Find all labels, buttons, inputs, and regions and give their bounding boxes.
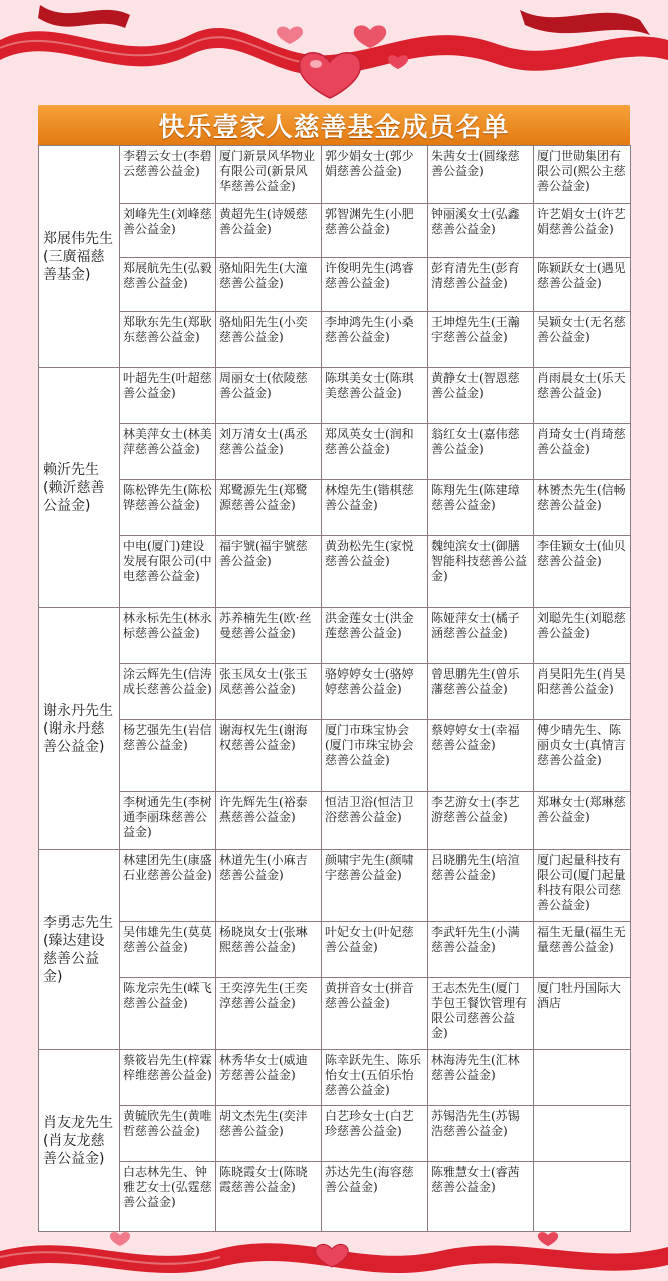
member-cell: 黄静女士(智恩慈善公益金) — [428, 368, 534, 424]
member-cell: 陈龙宗先生(嵘飞慈善公益金) — [120, 978, 216, 1050]
member-cell: 厦门牡丹国际大酒店 — [534, 978, 631, 1050]
member-cell: 陈翔先生(陈建璋慈善公益金) — [428, 480, 534, 536]
table-row — [39, 368, 631, 424]
table-row — [39, 146, 631, 204]
member-cell: 林赟杰先生(信畅慈善公益金) — [534, 480, 631, 536]
member-cell: 洪金莲女士(洪金莲慈善公益金) — [322, 608, 428, 664]
member-cell: 吴颖女士(无名慈善公益金) — [534, 312, 631, 368]
member-cell: 刘万清女士(禹丞慈善公益金) — [216, 424, 322, 480]
member-cell: 翁红女士(嘉伟慈善公益金) — [428, 424, 534, 480]
member-cell: 李树通先生(李树通李丽珠慈善公益金) — [120, 792, 216, 850]
member-cell: 杨艺强先生(岩信慈善公益金) — [120, 720, 216, 792]
table-row — [39, 312, 631, 368]
member-cell: 林美萍女士(林美萍慈善公益金) — [120, 424, 216, 480]
member-cell: 许艺娟女士(许艺娟慈善公益金) — [534, 204, 631, 258]
member-cell: 王志杰先生(厦门芋包王餐饮管理有限公司慈善公益金) — [428, 978, 534, 1050]
member-cell: 陈娅萍女士(橘子涵慈善公益金) — [428, 608, 534, 664]
member-cell: 白艺珍女士(白艺珍慈善公益金) — [322, 1106, 428, 1162]
table-row — [39, 608, 631, 664]
member-cell — [534, 1106, 631, 1162]
page-title: 快乐壹家人慈善基金成员名单 — [158, 112, 510, 143]
member-cell: 蔡婷婷女士(幸福慈善公益金) — [428, 720, 534, 792]
table-row — [39, 204, 631, 258]
member-cell: 骆灿阳先生(小奕慈善公益金) — [216, 312, 322, 368]
member-cell: 郭少娟女士(郭少娟慈善公益金) — [322, 146, 428, 204]
member-cell: 郭智渊先生(小肥慈善公益金) — [322, 204, 428, 258]
member-cell: 林海涛先生(汇林慈善公益金) — [428, 1050, 534, 1106]
member-cell: 叶超先生(叶超慈善公益金) — [120, 368, 216, 424]
member-cell: 厦门世勋集团有限公司(熙公主慈善公益金) — [534, 146, 631, 204]
member-cell: 恒洁卫浴(恒洁卫浴慈善公益金) — [322, 792, 428, 850]
member-cell: 苏锡浩先生(苏锡浩慈善公益金) — [428, 1106, 534, 1162]
member-cell: 骆婷婷女士(骆婷婷慈善公益金) — [322, 664, 428, 720]
member-cell: 李佳颖女士(仙贝慈善公益金) — [534, 536, 631, 608]
member-cell: 郑耿东先生(郑耿东慈善公益金) — [120, 312, 216, 368]
member-cell: 谢海权先生(谢海权慈善公益金) — [216, 720, 322, 792]
member-cell — [534, 1050, 631, 1106]
member-cell: 李武轩先生(小满慈善公益金) — [428, 922, 534, 978]
member-cell: 陈幸跃先生、陈乐怡女士(五佰乐怡慈善公益金) — [322, 1050, 428, 1106]
member-cell: 吴伟雄先生(莫莫慈善公益金) — [120, 922, 216, 978]
member-cell: 肖雨晨女士(乐天慈善公益金) — [534, 368, 631, 424]
member-cell: 蔡筱岩先生(梓霖梓维慈善公益金) — [120, 1050, 216, 1106]
member-cell: 肖昊阳先生(肖昊阳慈善公益金) — [534, 664, 631, 720]
member-cell: 陈琪美女士(陈琪美慈善公益金) — [322, 368, 428, 424]
group-leader: 谢永丹先生(谢永丹慈善公益金) — [39, 608, 120, 850]
member-cell: 杨晓岚女士(张琳熙慈善公益金) — [216, 922, 322, 978]
table-row — [39, 978, 631, 1050]
member-cell: 陈松铧先生(陈松铧慈善公益金) — [120, 480, 216, 536]
bottom-ribbon-decoration — [0, 1221, 668, 1281]
table-row — [39, 922, 631, 978]
member-cell: 吕晓鹏先生(培渲慈善公益金) — [428, 850, 534, 922]
table-row — [39, 720, 631, 792]
member-cell: 骆灿阳先生(大潼慈善公益金) — [216, 258, 322, 312]
member-cell: 李坤鸿先生(小桑慈善公益金) — [322, 312, 428, 368]
member-cell: 厦门新景风华物业有限公司(新景风华慈善公益金) — [216, 146, 322, 204]
table-row — [39, 424, 631, 480]
member-cell: 肖琦女士(肖琦慈善公益金) — [534, 424, 631, 480]
member-cell: 黄劲松先生(家悦慈善公益金) — [322, 536, 428, 608]
member-cell: 林煌先生(锴棋慈善公益金) — [322, 480, 428, 536]
member-cell: 陈雅慧女士(睿茜慈善公益金) — [428, 1162, 534, 1232]
member-cell: 李碧云女士(李碧云慈善公益金) — [120, 146, 216, 204]
member-cell: 刘峰先生(刘峰慈善公益金) — [120, 204, 216, 258]
member-cell: 陈颖跃女士(遇见慈善公益金) — [534, 258, 631, 312]
member-cell: 厦门起量科技有限公司(厦门起量科技有限公司慈善公益金) — [534, 850, 631, 922]
group-leader: 赖沂先生(赖沂慈善公益金) — [39, 368, 120, 608]
table-row — [39, 792, 631, 850]
member-cell: 黄超先生(诗媛慈善公益金) — [216, 204, 322, 258]
member-list-table — [38, 145, 631, 1232]
member-cell: 朱茜女士(圆缘慈善公益金) — [428, 146, 534, 204]
group-leader: 李勇志先生(臻达建设慈善公益金) — [39, 850, 120, 1050]
member-cell: 胡文杰先生(奕沣慈善公益金) — [216, 1106, 322, 1162]
member-cell: 郑琳女士(郑琳慈善公益金) — [534, 792, 631, 850]
member-cell: 厦门市珠宝协会(厦门市珠宝协会慈善公益金) — [322, 720, 428, 792]
member-cell: 郑鹭源先生(郑鹭源慈善公益金) — [216, 480, 322, 536]
member-cell: 许俊明先生(鸿睿慈善公益金) — [322, 258, 428, 312]
table-row — [39, 1106, 631, 1162]
member-cell: 福生无量(福生无量慈善公益金) — [534, 922, 631, 978]
member-cell: 黄毓欣先生(黄唯哲慈善公益金) — [120, 1106, 216, 1162]
member-cell: 福宇號(福宇號慈善公益金) — [216, 536, 322, 608]
group-leader: 郑展伟先生(三廣福慈善基金) — [39, 146, 120, 368]
table-row — [39, 258, 631, 312]
member-cell: 黄拼音女士(拼音慈善公益金) — [322, 978, 428, 1050]
member-cell: 魏纯滨女士(御膳智能科技慈善公益金) — [428, 536, 534, 608]
group-leader: 肖友龙先生(肖友龙慈善公益金) — [39, 1050, 120, 1232]
member-cell: 苏养楠先生(欧·丝曼慈善公益金) — [216, 608, 322, 664]
member-cell: 陈晓霞女士(陈晓霞慈善公益金) — [216, 1162, 322, 1232]
member-cell: 许先辉先生(裕泰燕慈善公益金) — [216, 792, 322, 850]
member-cell: 林建团先生(康盛石业慈善公益金) — [120, 850, 216, 922]
title-banner — [38, 105, 630, 145]
member-cell: 曾思鹏先生(曾乐藩慈善公益金) — [428, 664, 534, 720]
member-cell: 郑展航先生(弘毅慈善公益金) — [120, 258, 216, 312]
member-cell: 钟丽溪女士(弘鑫慈善公益金) — [428, 204, 534, 258]
member-cell: 中电(厦门)建设发展有限公司(中电慈善公益金) — [120, 536, 216, 608]
member-cell: 刘聪先生(刘聪慈善公益金) — [534, 608, 631, 664]
member-cell: 李艺游女士(李艺游慈善公益金) — [428, 792, 534, 850]
member-cell: 王奕淳先生(王奕淳慈善公益金) — [216, 978, 322, 1050]
table-row — [39, 850, 631, 922]
member-cell: 傅少晴先生、陈丽贞女士(真情言慈善公益金) — [534, 720, 631, 792]
member-cell: 林道先生(小麻吉慈善公益金) — [216, 850, 322, 922]
member-cell: 叶妃女士(叶妃慈善公益金) — [322, 922, 428, 978]
member-cell: 苏达先生(海容慈善公益金) — [322, 1162, 428, 1232]
member-cell: 郑凤英女士(润和慈善公益金) — [322, 424, 428, 480]
member-cell: 王坤煌先生(王瀚宇慈善公益金) — [428, 312, 534, 368]
table-row — [39, 536, 631, 608]
member-cell: 颜啸宇先生(颜啸宇慈善公益金) — [322, 850, 428, 922]
member-cell: 林永标先生(林永标慈善公益金) — [120, 608, 216, 664]
table-row — [39, 480, 631, 536]
member-cell: 涂云辉先生(信涛成长慈善公益金) — [120, 664, 216, 720]
table-row — [39, 664, 631, 720]
member-cell: 林秀华女士(威迪芳慈善公益金) — [216, 1050, 322, 1106]
member-cell: 张玉凤女士(张玉凤慈善公益金) — [216, 664, 322, 720]
table-row — [39, 1050, 631, 1106]
member-cell: 周丽女士(依陵慈善公益金) — [216, 368, 322, 424]
top-ribbon-decoration — [0, 0, 668, 110]
member-cell: 彭育清先生(彭育清慈善公益金) — [428, 258, 534, 312]
member-cell: 白志林先生、钟雅艺女士(弘霆慈善公益金) — [120, 1162, 216, 1232]
